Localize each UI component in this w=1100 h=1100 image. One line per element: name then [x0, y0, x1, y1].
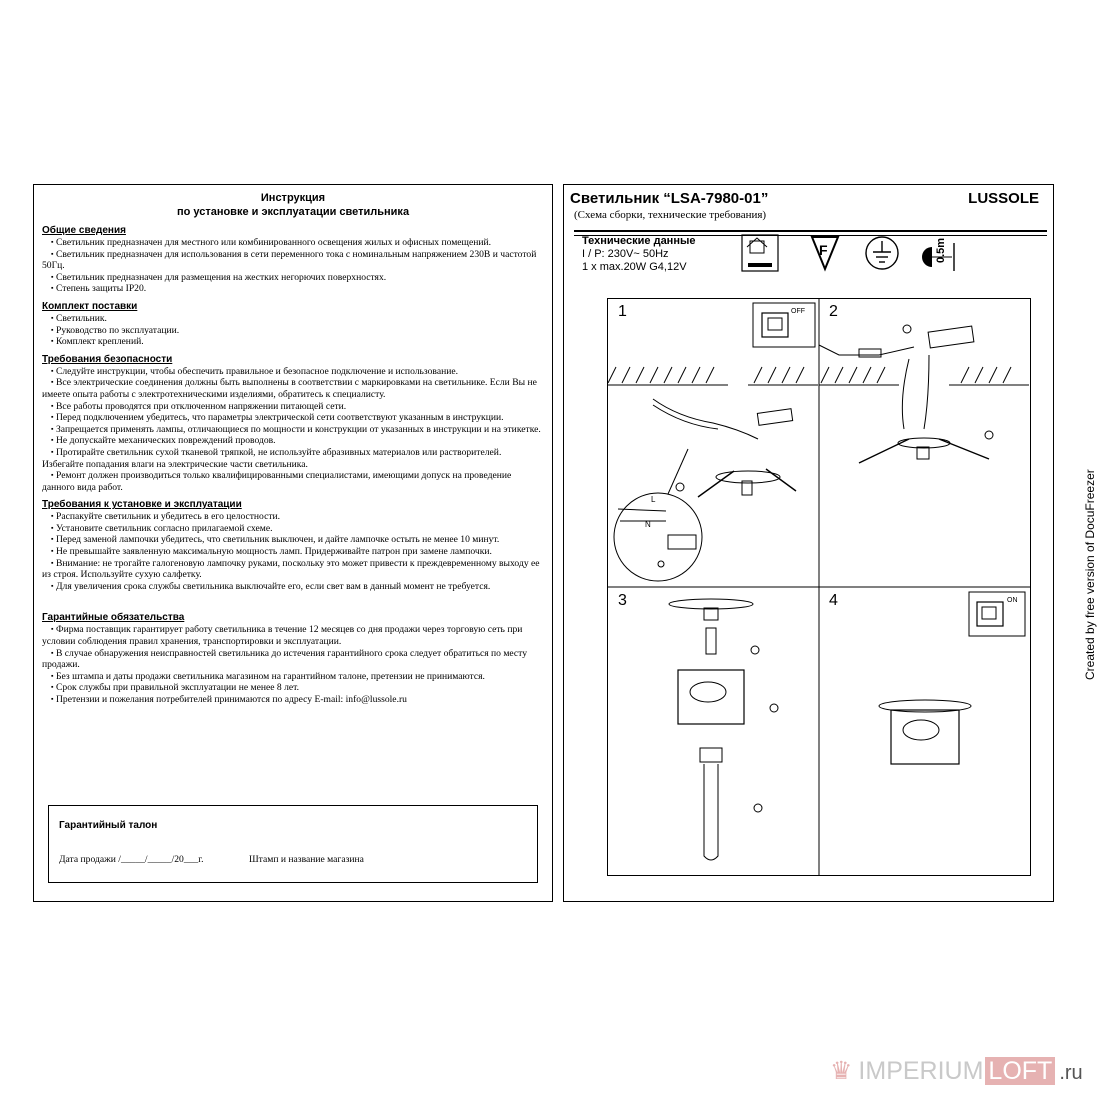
warranty-coupon: [48, 805, 538, 883]
step-4-drawing: [819, 588, 1029, 875]
list-item: ▪ Все работы проводятся при отключенном напряжении питающей сети.: [42, 401, 544, 413]
watermark-text: Created by free version of DocuFreezer: [1083, 469, 1097, 680]
step-4: [819, 588, 1029, 875]
instruction-title: [42, 191, 544, 219]
distance-icon: [922, 238, 954, 271]
step-1-number: 1: [618, 303, 627, 320]
list-item: ▪ Светильник предназначен для местного или комбинированного освещения жилых и офисных помещений.: [42, 237, 544, 249]
list-item: ▪ Запрещается применять лампы, отличающиеся по мощности и конструкции от указанных в инструкции и на этикетке.: [42, 424, 544, 436]
list-item: ▪ Перед подключением убедитесь, что параметры электрической сети соответствуют указанным в инструкции.: [42, 412, 544, 424]
sections: [42, 225, 544, 706]
section-list: [42, 624, 544, 705]
section-list: [42, 237, 544, 295]
section-list: [42, 313, 544, 348]
list-item: ▪ Следуйте инструкции, чтобы обеспечить правильное и безопасное подключение и использование.: [42, 366, 544, 378]
list-item: ▪ Протирайте светильник сухой тканевой тряпкой, не используйте абразивных материалов или растворителей. Избегайте попадания влаги на электрические части светильника.: [42, 447, 544, 470]
section-heading: Требования к установке и эксплуатации: [42, 499, 242, 511]
list-item: ▪ Степень защиты IP20.: [42, 283, 544, 295]
list-item: ▪ Комплект креплений.: [42, 336, 544, 348]
instruction-content: [42, 191, 544, 706]
ground-icon: [866, 237, 898, 269]
certification-icons: [742, 235, 1002, 275]
furniture-mount-icon: [742, 235, 778, 271]
list-item: ▪ Ремонт должен производиться только квалифицированными специалистами, имеющими допуск на проведение данного вида работ.: [42, 470, 544, 493]
step-2-number: 2: [829, 303, 838, 320]
list-item: ▪ Не допускайте механических повреждений проводов.: [42, 435, 544, 447]
title-line-2: по установке и эксплуатации светильника: [176, 206, 410, 218]
switch-off-label: OFF: [791, 308, 805, 315]
list-item: ▪ Для увеличения срока службы светильника выключайте его, если свет вам в данный момент не требуется.: [42, 581, 544, 593]
list-item: ▪ Срок службы при правильной эксплуатации не менее 8 лет.: [42, 682, 544, 694]
list-item: ▪ В случае обнаружения неисправностей светильника до истечения гарантийного срока следует обратиться по месту продажи.: [42, 648, 544, 671]
coupon-title: Гарантийный талон: [59, 820, 158, 831]
logo-part-3: .ru: [1059, 1062, 1083, 1084]
coupon-stamp-line: Штамп и название магазина: [249, 854, 364, 865]
step-2-drawing: [819, 299, 1029, 586]
coupon-date-line: Дата продажи /_____/_____/20___г.: [59, 854, 204, 865]
step-1: [608, 299, 818, 586]
tech-lamp: 1 x max.20W G4,12V: [582, 261, 687, 273]
list-item: ▪ Установите светильник согласно прилагаемой схеме.: [42, 523, 544, 535]
section-heading: Общие сведения: [42, 225, 126, 236]
list-item: ▪ Перед заменой лампочки убедитесь, что светильник выключен, и дайте лампочке остыть не менее 10 минут.: [42, 534, 544, 546]
list-item: ▪ Фирма поставщик гарантирует работу светильника в течение 12 месяцев со дня продажи через торговую сеть при условии соблюдения правил хранения, транспортировки и эксплуатации.: [42, 624, 544, 647]
logo-part-2: LOFT: [985, 1057, 1055, 1085]
step-3-number: 3: [618, 592, 627, 609]
list-item: ▪ Светильник предназначен для размещения на жестких негорючих поверхностях.: [42, 272, 544, 284]
list-item: ▪ Руководство по эксплуатации.: [42, 325, 544, 337]
product-subtitle: (Схема сборки, технические требования): [574, 209, 767, 221]
step-2: [819, 299, 1029, 586]
svg-text:F: F: [819, 242, 828, 258]
distance-label: 0.5m: [935, 237, 947, 263]
f-mark-icon: [812, 237, 838, 269]
list-item: ▪ Претензии и пожелания потребителей принимаются по адресу E-mail: info@lussole.ru: [42, 694, 544, 706]
switch-on-label: ON: [1007, 597, 1018, 604]
step-1-drawing: [608, 299, 818, 586]
list-item: ▪ Распакуйте светильник и убедитесь в его целостности.: [42, 511, 544, 523]
step-4-number: 4: [829, 592, 838, 609]
section-list: [42, 511, 544, 592]
tech-data: [582, 235, 696, 274]
list-item: ▪ Внимание: не трогайте галогеновую лампочку руками, поскольку это может привести к преждевременному выходу ее из строя. Используйте сухую салфетку.: [42, 558, 544, 581]
list-item: ▪ Светильник.: [42, 313, 544, 325]
tech-heading: Технические данные: [582, 235, 696, 247]
list-item: ▪ Светильник предназначен для использования в сети переменного тока с номинальным напряжением 230В и частотой 50Гц.: [42, 249, 544, 272]
section-list: [42, 366, 544, 494]
list-item: ▪ Не превышайте заявленную максимальную мощность ламп. Придерживайте патрон при замене лампочки.: [42, 546, 544, 558]
tech-voltage: I / P: 230V~ 50Hz: [582, 248, 669, 260]
brand-name: LUSSOLE: [968, 190, 1039, 207]
section-heading: Требования безопасности: [42, 353, 173, 365]
imperium-loft-logo: [830, 1056, 1083, 1086]
assembly-panel: [563, 184, 1054, 902]
section-heading: Комплект поставки: [42, 300, 138, 312]
title-line-1: Инструкция: [260, 192, 326, 204]
wire-n-label: N: [645, 520, 651, 529]
section-heading: Гарантийные обязательства: [42, 612, 185, 624]
wire-l-label: L: [651, 495, 656, 504]
crown-icon: ♛: [830, 1057, 853, 1085]
assembly-steps-grid: [607, 298, 1031, 876]
list-item: ▪ Все электрические соединения должны быть выполнены в соответствии с маркировками на светильнике. Если Вы не имеете опыта работы с электротехническими изделиями, обратитесь к специалисту.: [42, 377, 544, 400]
step-3: [608, 588, 818, 875]
list-item: ▪ Без штампа и даты продажи светильника магазином на гарантийном талоне, претензии не принимаются.: [42, 671, 544, 683]
step-3-drawing: [608, 588, 818, 875]
product-title: Светильник “LSA-7980-01”: [570, 190, 769, 207]
logo-part-1: IMPERIUM: [858, 1057, 984, 1085]
instruction-panel: [33, 184, 553, 902]
